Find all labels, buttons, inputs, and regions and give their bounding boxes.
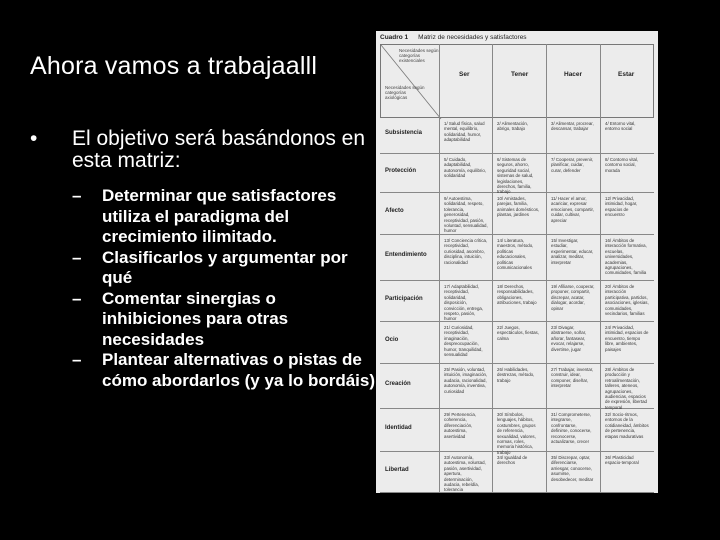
sub-bullet-text: Determinar que satisfactores utiliza el paradigma del crecimiento ilimitado. [102, 186, 337, 246]
matrix-cell: 28/ Ámbitos de producción y retroalimentación, talleres, ateneos, agrupaciones, audiencias, espacios de expresión, libertad temporal [605, 367, 647, 410]
matrix-cell: 19/ Afiliarse, cooperar, proponer, compartir, discrepar, acatar, dialogar, acordar, opinar [551, 284, 595, 311]
row-label: Creación [385, 381, 411, 387]
matrix-header [380, 44, 654, 118]
sub-bullet-list [30, 186, 375, 391]
matrix-cell: 27/ Trabajar, inventar, construir, idear, componer, diseñar, interpretar [551, 367, 594, 389]
matrix-cell: 35/ Discrepar, optar, diferenciarse, arriesgar, conocerse, asumirse, desobedecer, meditar [551, 455, 594, 482]
matrix-cell: 3/ Alimentar, procrear, descansar, trabajar [551, 121, 594, 132]
matrix-cell: 15/ Investigar, estudiar, experimentar, educar, analizar, meditar, interpretar [551, 238, 594, 265]
bullet-list [30, 128, 375, 391]
sub-bullet [30, 350, 375, 391]
matrix-cell: 36/ Plasticidad espacio-temporal [605, 455, 639, 466]
matrix-cell: 14/ Literatura, maestros, método, políticas educacionales, políticas comunicacionales [497, 238, 534, 271]
sub-bullet-text: Comentar sinergias o inhibiciones para otras necesidades [102, 288, 289, 349]
matrix-cell: 29/ Pertenencia, coherencia, diferenciación, autoestima, asertividad [444, 412, 476, 439]
matrix-cell: 24/ Privacidad, intimidad, espacios de encuentro, tiempo libre, ambientes, paisajes [605, 325, 649, 352]
column-header-ser: Ser [459, 71, 470, 78]
corner-existential-label: Necesidades según categorías existenciales [399, 48, 439, 63]
row-label: Afecto [385, 208, 404, 214]
main-bullet-text: El objetivo será basándonos en esta matriz: [72, 127, 366, 172]
dash-icon: – [72, 186, 82, 205]
matrix-cell: 21/ Curiosidad, receptividad, imaginación, despreocupación, humor, tranquilidad, sensualidad [444, 325, 483, 358]
main-bullet [30, 128, 375, 172]
matrix-cell: 11/ Hacer el amor, acariciar, expresar emociones, compartir, cuidar, cultivar, apreciar [551, 196, 594, 223]
dash-icon: – [72, 350, 82, 369]
matrix-cell: 4/ Entorno vital, entorno social [605, 121, 636, 132]
bullet-dot-icon: • [30, 127, 38, 150]
row-label: Ocio [385, 337, 399, 343]
sub-bullet [30, 289, 375, 351]
matrix-cell: 10/ Amistades, parejas, familia, animales domésticos, plantas, jardines [497, 196, 540, 218]
matrix-caption-label: Cuadro 1 [380, 34, 409, 41]
matrix-cell: 31/ Comprometerse, integrarse, confrontarse, definirse, conocerse, reconocerse, actualizarse, crecer [551, 412, 592, 445]
matrix-cell: 2/ Alimentación, abrigo, trabajo [497, 121, 528, 132]
matrix-cell: 7/ Cooperar, prevenir, planificar, cuidar, curar, defender [551, 157, 594, 173]
matrix-caption [380, 34, 527, 41]
matrix-cell: 30/ Símbolos, lenguajes, hábitos, costumbres, grupos de referencia, sexualidad, valores, normas, roles, memoria histórica, trabajo [497, 412, 536, 455]
row-label: Participación [385, 296, 423, 302]
column-header-estar: Estar [618, 71, 635, 78]
dash-icon: – [72, 247, 82, 267]
row-label: Libertad [385, 467, 409, 473]
matrix-cell: 20/ Ámbitos de interacción participativa, partidos, asociaciones, iglesias, comunidades, vecindarios, familias [605, 284, 649, 317]
corner-axiological-label: Necesidades según categorías axiológicas [385, 85, 425, 100]
matrix-cell: 12/ Privacidad, intimidad, hogar, espacios de encuentro [605, 196, 638, 218]
matrix-cell: 18/ Derechos, responsabilidades, obligaciones, atribuciones, trabajo [497, 284, 537, 306]
matrix-cell: 23/ Divagar, abstraerse, soñar, añorar, fantasear, evocar, relajarse, divertirse, jugar [551, 325, 587, 352]
matrix-cell: 1/ Salud física, salud mental, equilibrio, solidaridad, humor, adaptabilidad [444, 121, 485, 143]
matrix-cell: 8/ Contorno vital, contorno social, morada [605, 157, 639, 173]
matrix-image [376, 31, 658, 493]
matrix-cell: 5/ Cuidado, adaptabilidad, autonomía, equilibrio, solidaridad [444, 157, 486, 179]
sub-bullet [30, 248, 375, 289]
dash-icon: – [72, 288, 82, 308]
matrix-cell: 32/ Socio-ritmos, entornos de la cotidianeidad, ámbitos de pertenencia, etapas madurativas [605, 412, 649, 439]
matrix-cell: 25/ Pasión, voluntad, intuición, imaginación, audacia, racionalidad, autonomía, inventiva, curiosidad [444, 367, 488, 394]
matrix-cell: 6/ Sistemas de seguros, ahorro, seguridad social, sistemas de salud, legislaciones, derechos, familia, trabajo [497, 157, 534, 195]
sub-bullet-text: Clasificarlos y argumentar por qué [102, 247, 348, 287]
matrix-cell: 17/ Adaptabilidad, receptividad, solidaridad, disposición, convicción, entrega, respeto, pasión, humor [444, 284, 484, 322]
row-label: Subsistencia [385, 130, 423, 136]
matrix-caption-title: Matriz de necesidades y satisfactores [418, 34, 527, 41]
column-header-hacer: Hacer [564, 71, 583, 78]
matrix-cell: 34/ Igualdad de derechos [497, 455, 528, 466]
row-label: Protección [385, 168, 417, 174]
matrix-cell: 16/ Ámbitos de interacción formativa, escuelas, universidades, academias, agrupaciones, comunidades, familia [605, 238, 647, 276]
matrix-cell: 13/ Conciencia crítica, receptividad, curiosidad, asombro, disciplina, intuición, racionalidad [444, 238, 488, 265]
matrix-cell: 22/ Juegos, espectáculos, fiestas, calma [497, 325, 539, 341]
slide-title: Ahora vamos a trabajaalll [30, 52, 318, 80]
column-header-tener: Tener [511, 71, 529, 78]
matrix-cell: 26/ Habilidades, destrezas, método, trabajo [497, 367, 535, 383]
row-label: Entendimiento [385, 252, 427, 258]
matrix-cell: 33/ Autonomía, autoestima, voluntad, pasión, asertividad, apertura, determinación, audacia, rebeldía, tolerancia [444, 455, 486, 493]
sub-bullet [30, 186, 375, 248]
row-label: Identidad [385, 425, 412, 431]
matrix-cell: 9/ Autoestima, solidaridad, respeto, tolerancia, generosidad, receptividad, pasión, voluntad, sensualidad, humor [444, 196, 488, 234]
sub-bullet-text: Plantear alternativas o pistas de cómo abordarlos (y ya lo bordáis) [102, 350, 376, 390]
